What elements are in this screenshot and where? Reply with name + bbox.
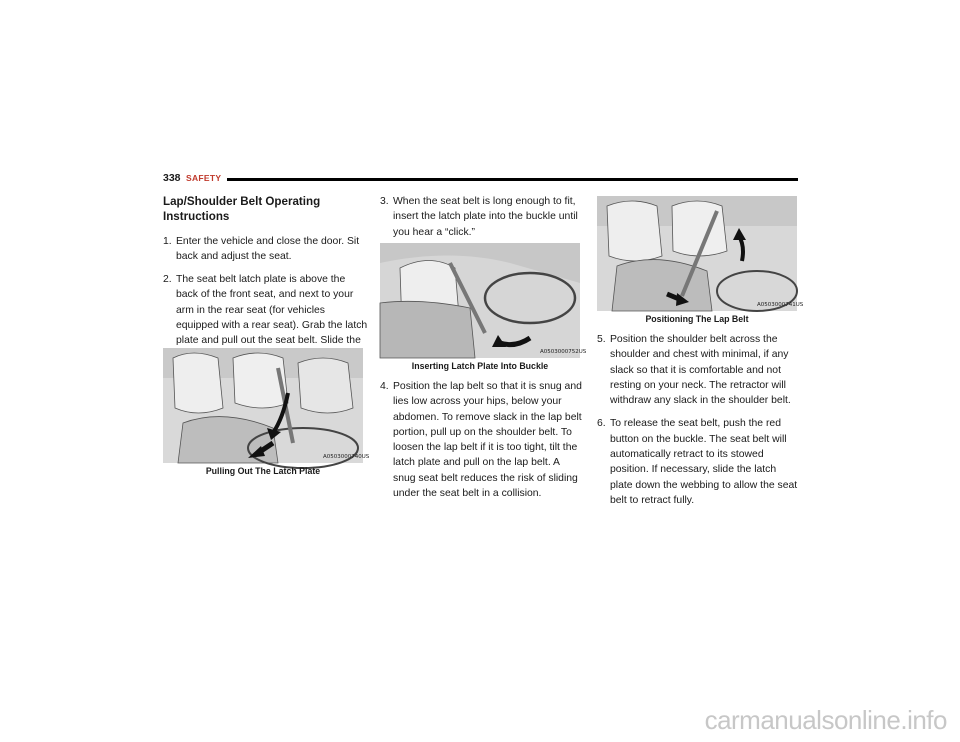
step-number: 6. [597,418,606,430]
step-4 [380,379,584,501]
section-heading: Lap/Shoulder Belt Operating Instructions [163,195,321,224]
column-2 [380,194,584,248]
step-number: 2. [163,274,172,286]
step-6 [597,416,801,508]
step-text: When the seat belt is long enough to fit, insert the latch plate into the buckle until you hear a “click.” [393,196,578,238]
figure-caption: Inserting Latch Plate Into Buckle [411,361,549,371]
figure-code: A0503000752US [540,349,587,355]
step-number: 5. [597,334,606,345]
header-rule [227,178,798,181]
figure-caption: Positioning The Lap Belt [645,314,749,324]
step-number: 1. [163,235,172,247]
section-title: SAFETY [186,172,222,183]
step-text: To release the seat belt, push the red button on the buckle. The seat belt will automatically retract to its stowed position. If necessary, slide the latch plate down the webbing to allow the seat belt to retract fully. [610,418,798,506]
step-text: Enter the vehicle and close the door. Sit back and adjust the seat. [176,235,360,262]
step-number: 3. [380,196,389,207]
figure-code: A0503000740US [323,454,370,460]
page-header [163,172,798,186]
figure-inserting-latch-plate [380,243,587,358]
figure-positioning-lap-belt [597,196,804,311]
step-text: Position the shoulder belt across the shoulder and chest with minimal, if any slack so that it is comfortable and not resting on your neck. The retractor will withdraw any slack in the shoulder belt. [610,334,791,407]
seat-illustration-3 [597,196,804,311]
page-number: 338 [163,172,181,184]
watermark: carmanualsonline.info [704,705,947,735]
figure-caption: Pulling Out The Latch Plate [205,466,321,476]
step-1 [163,234,369,265]
step-5 [597,332,801,408]
seat-illustration-1 [163,348,370,463]
step-text: Position the lap belt so that it is snug and lies low across your hips, below your abdomen. To remove slack in the lap belt portion, pull up on the shoulder belt. To loosen the lap belt if it is too tight, tilt the latch plate and pull on the lap belt. A snug seat belt reduces the risk of sliding under the seat belt in a collision. [393,381,582,500]
step-number: 4. [380,381,389,392]
seat-illustration-2 [380,243,587,358]
column-3 [597,332,801,516]
column-2-continued [380,379,584,509]
figure-pulling-latch-plate [163,348,370,463]
figure-code: A0503000741US [757,302,804,308]
step-3 [380,194,584,240]
step-text: The seat belt latch plate is above the back of the front seat, and next to your arm in the rear seat (for vehicles equipped with a rear seat). Grab the latch plate and pull out the seat belt. Slide the [176,274,368,347]
